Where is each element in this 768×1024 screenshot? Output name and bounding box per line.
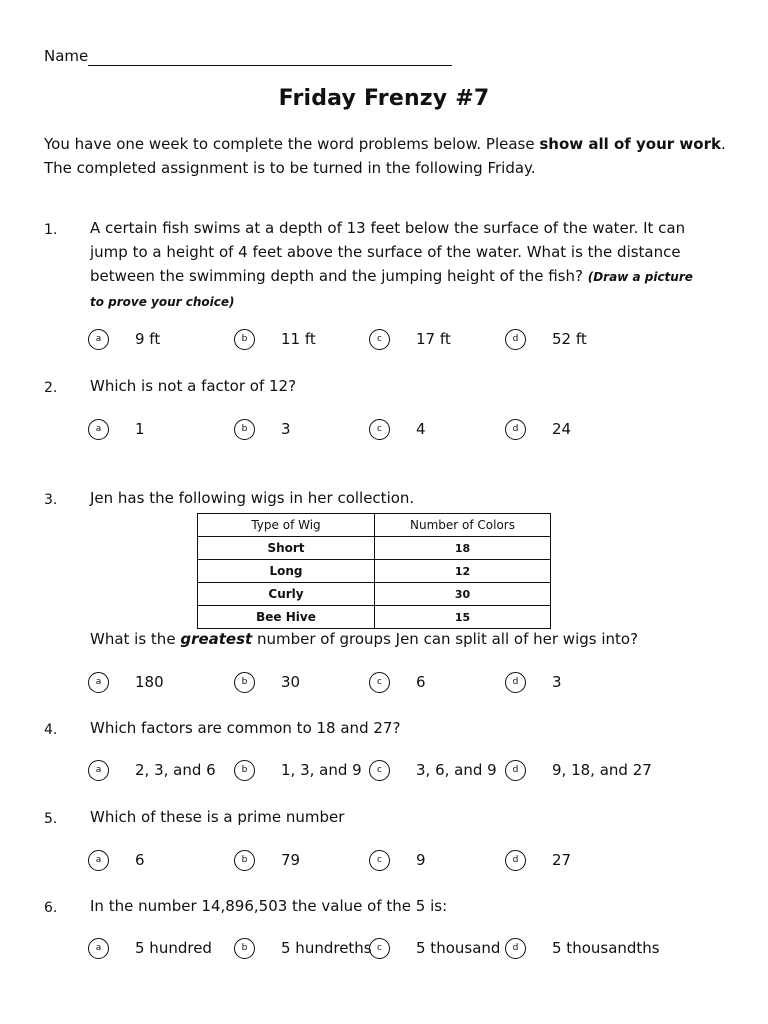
choice-3b[interactable] — [234, 671, 300, 693]
wigs-table — [197, 513, 551, 629]
instructions-period: . — [720, 135, 726, 153]
table-header: Number of Colors — [375, 514, 551, 537]
choice-label: 1 — [135, 420, 145, 438]
choice-label: 9, 18, and 27 — [552, 761, 652, 779]
choice-label: 6 — [135, 851, 145, 869]
choice-6d[interactable] — [505, 937, 660, 959]
choice-6a[interactable] — [88, 937, 212, 959]
choice-label: 5 hundred — [135, 939, 212, 957]
choice-label: 4 — [416, 420, 426, 438]
choice-label: 3, 6, and 9 — [416, 761, 497, 779]
table-cell: Curly — [198, 583, 375, 606]
instructions-line-2: The completed assignment is to be turned in the following Friday. — [44, 159, 536, 177]
choice-6b[interactable] — [234, 937, 372, 959]
bubble-d-icon[interactable]: d — [505, 419, 526, 440]
choice-label: 9 — [416, 851, 426, 869]
question-number-3: 3. — [44, 492, 58, 508]
choice-label: 6 — [416, 673, 426, 691]
question-number-5: 5. — [44, 811, 58, 827]
bubble-c-icon[interactable]: c — [369, 760, 390, 781]
table-row — [198, 537, 551, 560]
bubble-b-icon[interactable]: b — [234, 760, 255, 781]
choice-2a[interactable] — [88, 418, 145, 440]
instructions — [44, 132, 734, 180]
question-number-6: 6. — [44, 900, 58, 916]
table-cell: 12 — [375, 560, 551, 583]
choice-5d[interactable] — [505, 849, 571, 871]
question-3-followup — [90, 627, 700, 651]
choice-1b[interactable] — [234, 328, 316, 350]
table-row — [198, 583, 551, 606]
choice-5c[interactable] — [369, 849, 426, 871]
choice-label: 24 — [552, 420, 572, 438]
choice-4d[interactable] — [505, 759, 652, 781]
bubble-b-icon[interactable]: b — [234, 419, 255, 440]
choice-6c[interactable] — [369, 937, 500, 959]
choice-label: 2, 3, and 6 — [135, 761, 216, 779]
choice-label: 11 ft — [281, 330, 316, 348]
question-text-3: Jen has the following wigs in her collection. — [90, 489, 415, 507]
bubble-c-icon[interactable]: c — [369, 329, 390, 350]
bubble-b-icon[interactable]: b — [234, 938, 255, 959]
bubble-d-icon[interactable]: d — [505, 938, 526, 959]
question-text-1 — [90, 216, 700, 314]
page-title: Friday Frenzy #7 — [278, 86, 490, 111]
table-row — [198, 560, 551, 583]
table-cell: 30 — [375, 583, 551, 606]
question-number-2: 2. — [44, 380, 58, 396]
question-text-2: Which is not a factor of 12? — [90, 377, 297, 395]
bubble-c-icon[interactable]: c — [369, 850, 390, 871]
table-cell: Short — [198, 537, 375, 560]
choice-2b[interactable] — [234, 418, 291, 440]
choice-1a[interactable] — [88, 328, 160, 350]
table-cell: 18 — [375, 537, 551, 560]
choice-3c[interactable] — [369, 671, 426, 693]
choice-1c[interactable] — [369, 328, 451, 350]
bubble-a-icon[interactable]: a — [88, 938, 109, 959]
question-text-4: Which factors are common to 18 and 27? — [90, 719, 401, 737]
choice-label: 5 thousandths — [552, 939, 660, 957]
question-text-5: Which of these is a prime number — [90, 808, 345, 826]
table-cell: Long — [198, 560, 375, 583]
bubble-c-icon[interactable]: c — [369, 419, 390, 440]
choice-3d[interactable] — [505, 671, 562, 693]
table-header: Type of Wig — [198, 514, 375, 537]
bubble-c-icon[interactable]: c — [369, 938, 390, 959]
choice-3a[interactable] — [88, 671, 164, 693]
name-field-line[interactable] — [88, 65, 452, 66]
choice-label: 79 — [281, 851, 301, 869]
table-cell: 15 — [375, 606, 551, 629]
choice-label: 5 thousand — [416, 939, 501, 957]
bubble-a-icon[interactable]: a — [88, 760, 109, 781]
followup-text: What is the — [90, 630, 181, 648]
question-text-6: In the number 14,896,503 the value of the 5 is: — [90, 897, 448, 915]
choice-4a[interactable] — [88, 759, 216, 781]
choice-label: 27 — [552, 851, 572, 869]
bubble-c-icon[interactable]: c — [369, 672, 390, 693]
question-number-1: 1. — [44, 222, 58, 238]
choice-5b[interactable] — [234, 849, 300, 871]
name-label: Name — [44, 47, 89, 65]
question-1-prompt: A certain fish swims at a depth of 13 feet below the surface of the water. It can jump to a height of 4 feet above the surface of the water. What is the distance between the swimming depth and the jumping height of the fish? — [90, 219, 686, 285]
choice-label: 180 — [135, 673, 164, 691]
bubble-a-icon[interactable]: a — [88, 672, 109, 693]
choice-label: 3 — [281, 420, 291, 438]
choice-2d[interactable] — [505, 418, 571, 440]
bubble-d-icon[interactable]: d — [505, 672, 526, 693]
table-row — [198, 606, 551, 629]
question-number-4: 4. — [44, 722, 58, 738]
instructions-text: You have one week to complete the word problems below. Please — [44, 135, 540, 153]
bubble-d-icon[interactable]: d — [505, 850, 526, 871]
choice-2c[interactable] — [369, 418, 426, 440]
choice-5a[interactable] — [88, 849, 145, 871]
bubble-d-icon[interactable]: d — [505, 760, 526, 781]
bubble-b-icon[interactable]: b — [234, 850, 255, 871]
question-1-note: (Draw a picture to prove your choice) — [90, 270, 693, 309]
choice-label: 17 ft — [416, 330, 451, 348]
choice-1d[interactable] — [505, 328, 587, 350]
choice-label: 1, 3, and 9 — [281, 761, 362, 779]
instructions-line-1 — [44, 132, 734, 156]
choice-label: 52 ft — [552, 330, 587, 348]
choice-4c[interactable] — [369, 759, 497, 781]
bubble-a-icon[interactable]: a — [88, 419, 109, 440]
choice-label: 30 — [281, 673, 301, 691]
table-cell: Bee Hive — [198, 606, 375, 629]
choice-label: 3 — [552, 673, 562, 691]
bubble-a-icon[interactable]: a — [88, 850, 109, 871]
bubble-b-icon[interactable]: b — [234, 329, 255, 350]
bubble-d-icon[interactable]: d — [505, 329, 526, 350]
choice-label: 9 ft — [135, 330, 161, 348]
table-header-row — [198, 514, 551, 537]
choice-label: 5 hundreths — [281, 939, 372, 957]
bubble-b-icon[interactable]: b — [234, 672, 255, 693]
followup-emphasis: greatest — [180, 630, 253, 648]
bubble-a-icon[interactable]: a — [88, 329, 109, 350]
instructions-emphasis: show all of your work — [539, 135, 721, 153]
choice-4b[interactable] — [234, 759, 362, 781]
followup-text: number of groups Jen can split all of her wigs into? — [252, 630, 639, 648]
